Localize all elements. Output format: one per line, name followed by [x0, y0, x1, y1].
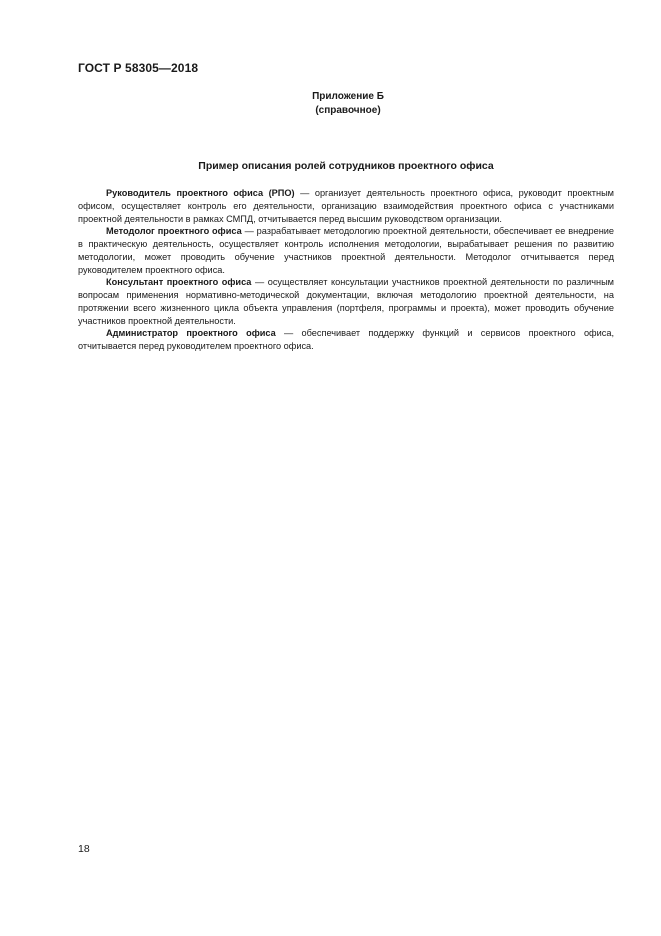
- page-number: 18: [78, 843, 90, 855]
- role-paragraph: [78, 276, 614, 327]
- role-paragraph: [78, 327, 614, 353]
- role-paragraph: [78, 187, 614, 225]
- role-description: — организует деятельность проектного офиса, руководит проектным офисом, осуществляет контроль его деятельности, организацию взаимодействия проектного офиса с участниками проектной деятельности в рамках СМПД, отчитывается перед высшим руководством организации.: [78, 188, 615, 224]
- appendix-subtitle: (справочное): [315, 105, 381, 116]
- document-code: ГОСТ Р 58305—2018: [78, 61, 199, 75]
- appendix-title: Приложение Б: [312, 91, 384, 102]
- role-description: — обеспечивает поддержку функций и сервисов проектного офиса, отчитывается перед руководителем проектного офиса.: [78, 328, 614, 351]
- section-title: Пример описания ролей сотрудников проектного офиса: [198, 160, 494, 172]
- roles-text: [78, 187, 614, 353]
- appendix-heading: [240, 90, 456, 118]
- role-description: — осуществляет консультации участников проектной деятельности по различным вопросам применения нормативно-методической документации, включая методологию проектной деятельности, на протяжении всего жизненного цикла объекта управления (портфеля, программы и проекта), может проводить обучение участников проектной деятельности.: [78, 277, 614, 326]
- role-paragraph: [78, 225, 614, 276]
- role-term: Консультант проектного офиса: [106, 277, 252, 288]
- role-description: — разрабатывает методологию проектной деятельности, обеспечивает ее внедрение в практическую деятельность, осуществляет контроль исполнения методологии, вырабатывает решения по развитию методологии, может проводить обучение участников проектной деятельности. Методолог отчитывается перед руководителем проектного офиса.: [78, 226, 615, 275]
- role-term: Методолог проектного офиса: [106, 226, 242, 237]
- role-term: Руководитель проектного офиса (РПО): [106, 188, 295, 198]
- role-term: Администратор проектного офиса: [106, 328, 276, 339]
